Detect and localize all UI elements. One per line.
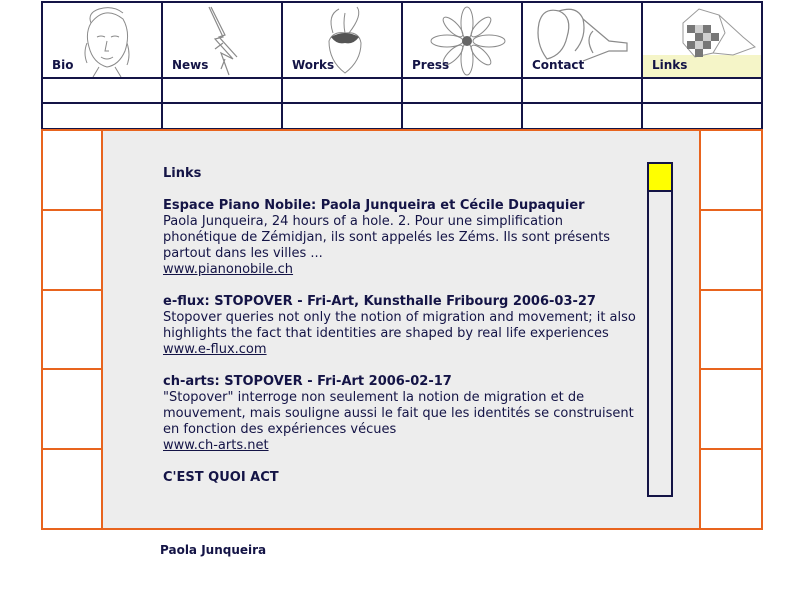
decor-box xyxy=(701,211,761,291)
nav-spacer-cell xyxy=(43,79,163,104)
link-entry-text: Paola Junqueira, 24 hours of a hole. 2. Pour une simplification phonétique de Zémidjan, ils sont appelés les Zéms. Ils sont présents partout dans les villes ... xyxy=(163,214,611,261)
nav-label-links: Links xyxy=(652,58,688,72)
decor-box xyxy=(701,450,761,528)
content-frame xyxy=(41,129,763,530)
link-entry-title: ch-arts: STOPOVER - Fri-Art 2006-02-17 xyxy=(163,374,452,389)
right-decor-column xyxy=(699,131,761,528)
nav-item-works[interactable] xyxy=(283,3,403,79)
link-entry-url[interactable]: www.e-flux.com xyxy=(163,342,267,357)
nav-label-news: News xyxy=(172,58,209,72)
nav-label-bio: Bio xyxy=(52,58,74,72)
link-entry-title: e-flux: STOPOVER - Fri-Art, Kunsthalle Fribourg 2006-03-27 xyxy=(163,294,596,309)
link-entry-url[interactable]: www.ch-arts.net xyxy=(163,438,269,453)
nav-label-contact: Contact xyxy=(532,58,585,72)
link-entry xyxy=(163,198,637,278)
nav-item-links[interactable] xyxy=(643,3,763,79)
links-list xyxy=(163,166,637,486)
left-decor-column xyxy=(43,131,103,528)
link-entry-text: Stopover queries not only the notion of migration and movement; it also highlights the fact that identities are shaped by real life experiences xyxy=(163,310,636,341)
footer-artist-name: Paola Junqueira xyxy=(160,543,267,557)
nav-item-bio[interactable] xyxy=(43,3,163,79)
decor-box xyxy=(701,131,761,211)
scrollbar-track[interactable] xyxy=(647,162,673,497)
decor-box xyxy=(701,370,761,450)
link-entry xyxy=(163,294,637,358)
decor-box xyxy=(43,450,101,528)
nav-item-news[interactable] xyxy=(163,3,283,79)
link-entry-url[interactable]: www.pianonobile.ch xyxy=(163,262,294,277)
page-title: Links xyxy=(163,166,202,181)
nav-item-press[interactable] xyxy=(403,3,523,79)
nav-label-works: Works xyxy=(292,58,335,72)
nav-spacer-cell xyxy=(283,104,403,130)
link-entry-text: "Stopover" interroge non seulement la notion de migration et de mouvement, mais souligne aussi le fait que les identités se construisent en fonction des expériences vécues xyxy=(163,390,634,437)
decor-box xyxy=(43,211,101,291)
nav-label-press: Press xyxy=(412,58,450,72)
nav-spacer-cell xyxy=(43,104,163,130)
nav-spacer-cell xyxy=(523,79,643,104)
top-navigation xyxy=(41,1,763,131)
nav-spacer-cell xyxy=(403,79,523,104)
nav-spacer-cell xyxy=(523,104,643,130)
nav-spacer-cell xyxy=(643,79,763,104)
nav-spacer-cell xyxy=(283,79,403,104)
decor-box xyxy=(43,291,101,371)
decor-box xyxy=(701,291,761,371)
nav-spacer-cell xyxy=(643,104,763,130)
nav-spacer-cell xyxy=(163,79,283,104)
nav-item-contact[interactable] xyxy=(523,3,643,79)
nav-spacer-cell xyxy=(163,104,283,130)
section-label-act[interactable]: C'EST QUOI ACT xyxy=(163,470,279,485)
content-panel xyxy=(103,131,701,528)
decor-box xyxy=(43,370,101,450)
link-entry-title: Espace Piano Nobile: Paola Junqueira et Cécile Dupaquier xyxy=(163,198,585,213)
link-entry xyxy=(163,374,637,454)
scrollbar-thumb[interactable] xyxy=(649,164,671,192)
nav-spacer-cell xyxy=(403,104,523,130)
decor-box xyxy=(43,131,101,211)
